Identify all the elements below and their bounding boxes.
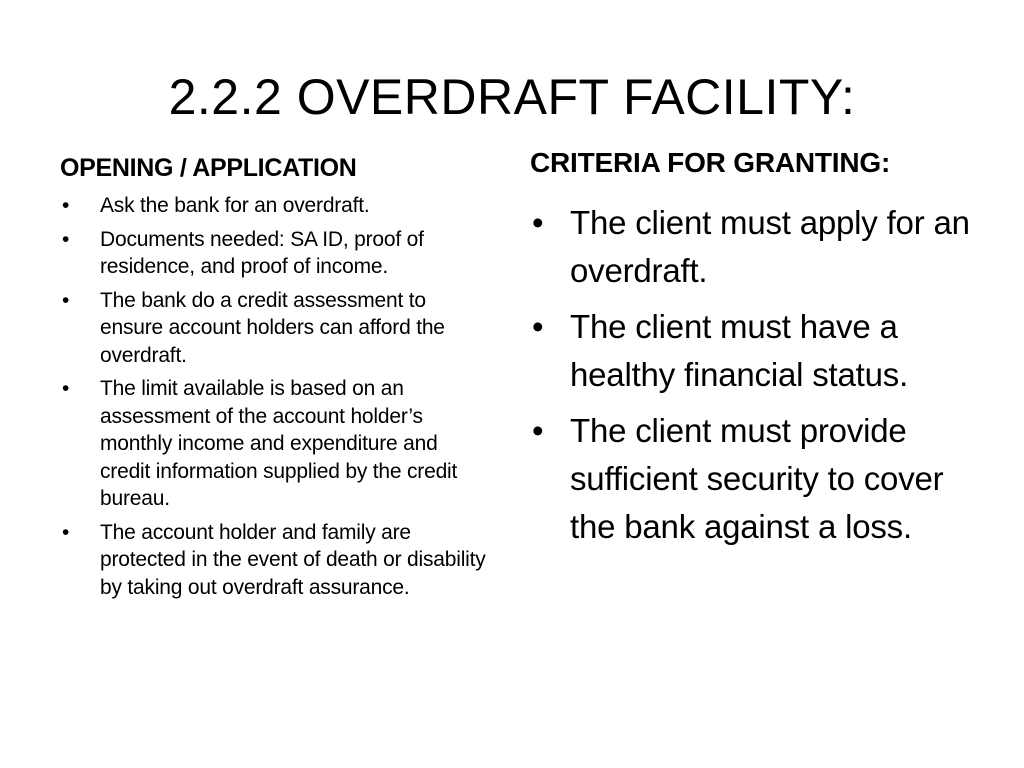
list-item — [60, 226, 486, 281]
list-item — [530, 303, 980, 399]
left-heading: OPENING / APPLICATION — [60, 154, 357, 182]
bullet-icon: • — [532, 412, 544, 449]
bullet-icon: • — [532, 204, 544, 241]
list-item — [60, 287, 486, 370]
bullet-icon: • — [62, 288, 70, 312]
list-item — [60, 192, 486, 220]
list-item — [60, 375, 486, 513]
bullet-icon: • — [62, 377, 70, 400]
list-item-text: Documents needed: SA ID, proof of residence, and proof of income. — [100, 227, 424, 278]
slide-title: 2.2.2 OVERDRAFT FACILITY: — [168, 69, 856, 125]
list-item-text: Ask the bank for an overdraft. — [100, 194, 370, 217]
list-item-text: The bank do a credit assessment to ensure account holders can afford the overdraft. — [100, 288, 445, 367]
list-item-text: The limit available is based on an assessment of the account holder’s monthly income and expenditure and credit information supplied by the credit bureau. — [100, 377, 458, 510]
left-column — [60, 150, 486, 607]
bullet-icon: • — [62, 520, 70, 544]
right-heading: CRITERIA FOR GRANTING: — [530, 147, 891, 178]
bullet-icon: • — [62, 227, 70, 251]
right-column — [530, 143, 980, 559]
list-item — [530, 199, 980, 295]
bullet-icon: • — [532, 308, 544, 345]
list-item — [530, 407, 980, 551]
list-item-text: The client must apply for an overdraft. — [570, 204, 970, 289]
list-item-text: The client must have a healthy financial status. — [570, 308, 909, 393]
list-item — [60, 519, 486, 602]
right-bullet-list — [530, 199, 980, 551]
left-bullet-list — [60, 192, 486, 601]
list-item-text: The account holder and family are protected in the event of death or disability by taking out overdraft assurance. — [100, 520, 486, 599]
bullet-icon: • — [62, 194, 70, 217]
list-item-text: The client must provide sufficient security to cover the bank against a loss. — [570, 412, 944, 545]
